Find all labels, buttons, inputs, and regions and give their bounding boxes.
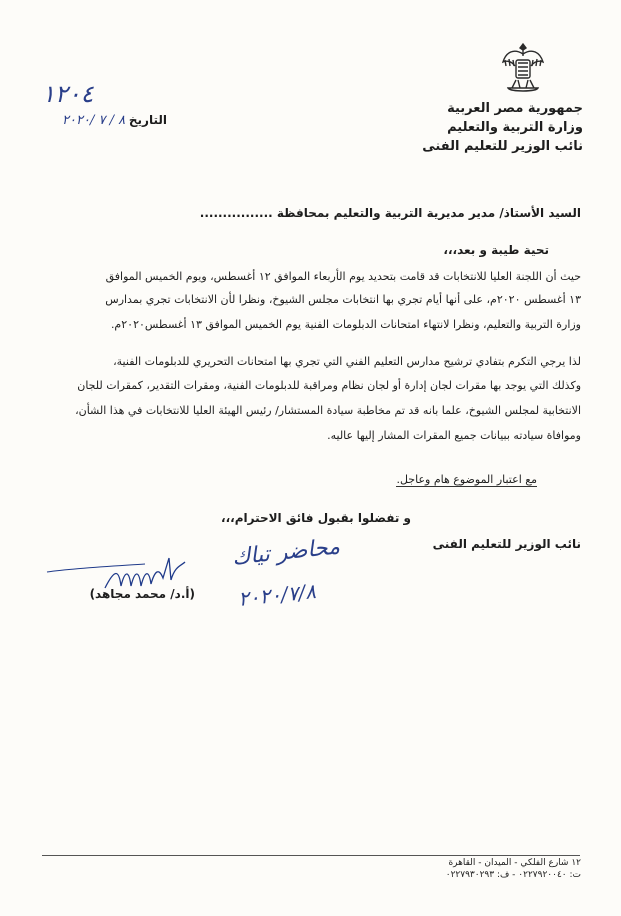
signatory-title: نائب الوزير للتعليم الفنى — [432, 537, 581, 551]
handwritten-reference-number: ١٢٠٤ — [42, 80, 94, 108]
paragraph2-line1: لذا يرجي التكرم بتفادي ترشيح مدارس التعليم الفني التي تجري بها امتحانات التحريري للدبلومات الفنية، — [113, 355, 581, 368]
addressee: السيد الأستاذ/ مدير مديرية التربية والتعليم بمحافظة ................ — [199, 206, 581, 220]
footer-address: ١٢ شارع الفلكي - الميدان - القاهرة — [448, 858, 581, 868]
signatory-name: (أ.د/ محمد مجاهد) — [89, 587, 195, 601]
footer-divider — [42, 855, 580, 856]
urgent-note: مع اعتبار الموضوع هام وعاجل. — [396, 473, 537, 486]
date-label: التاريخ — [128, 113, 167, 127]
paragraph1-line3: وزارة التربية والتعليم، ونظرا لانتهاء امتحانات الدبلومات الفنية يوم الخميس الموافق ١٣ أغسطس٢٠٢٠م. — [110, 318, 581, 331]
closing: و تفضلوا بقبول فائق الاحترام،،، — [221, 511, 411, 525]
letterhead-ministry: وزارة التربية والتعليم — [447, 120, 583, 135]
paragraph2-line4: وموافاة سيادته ببيانات جميع المقرات المشار إليها عاليه. — [327, 429, 581, 442]
date-block — [35, 113, 167, 128]
handwritten-note-line1: محاضر تياك — [230, 534, 342, 571]
date-value: ٨ / ٧ /٢٠٢٠ — [62, 113, 126, 128]
paragraph1-line2: ١٣ أغسطس ٢٠٢٠م، على أنها أيام تجري بها انتخابات مجلس الشيوخ، ونظرا لأن الانتخابات تجري بمدارس — [105, 293, 581, 306]
footer-phone: ت: ٠٢٢٧٩٢٠٠٤٠ - ف: ٠٢٢٧٩٣٠٢٩٣ — [445, 870, 581, 880]
letterhead-deputy: نائب الوزير للتعليم الفنى — [422, 139, 583, 154]
paragraph2-line3: الانتخابية لمجلس الشيوخ، علما بانه قد تم مخاطبة سيادة المستشار/ رئيس الهيئة العليا للانتخابات في هذا الشأن، — [75, 404, 581, 417]
handwritten-note-line2: ٢٠٢٠/٧/٨ — [236, 578, 317, 612]
letterhead-country: جمهورية مصر العربية — [447, 101, 583, 116]
eagle-emblem-icon — [500, 38, 546, 96]
paragraph1-line1: حيث أن اللجنة العليا للانتخابات قد قامت بتحديد يوم الأربعاء الموافق ١٢ أغسطس، ويوم الخميس الموافق — [105, 270, 581, 283]
paragraph2-line2: وكذلك التي يوجد بها مقرات لجان إدارة أو لجان نظام ومراقبة للدبلومات الفنية، ومقرات التقدير، كمقرات للجان — [77, 379, 581, 392]
greeting: تحية طيبة و بعد،،، — [443, 243, 549, 257]
